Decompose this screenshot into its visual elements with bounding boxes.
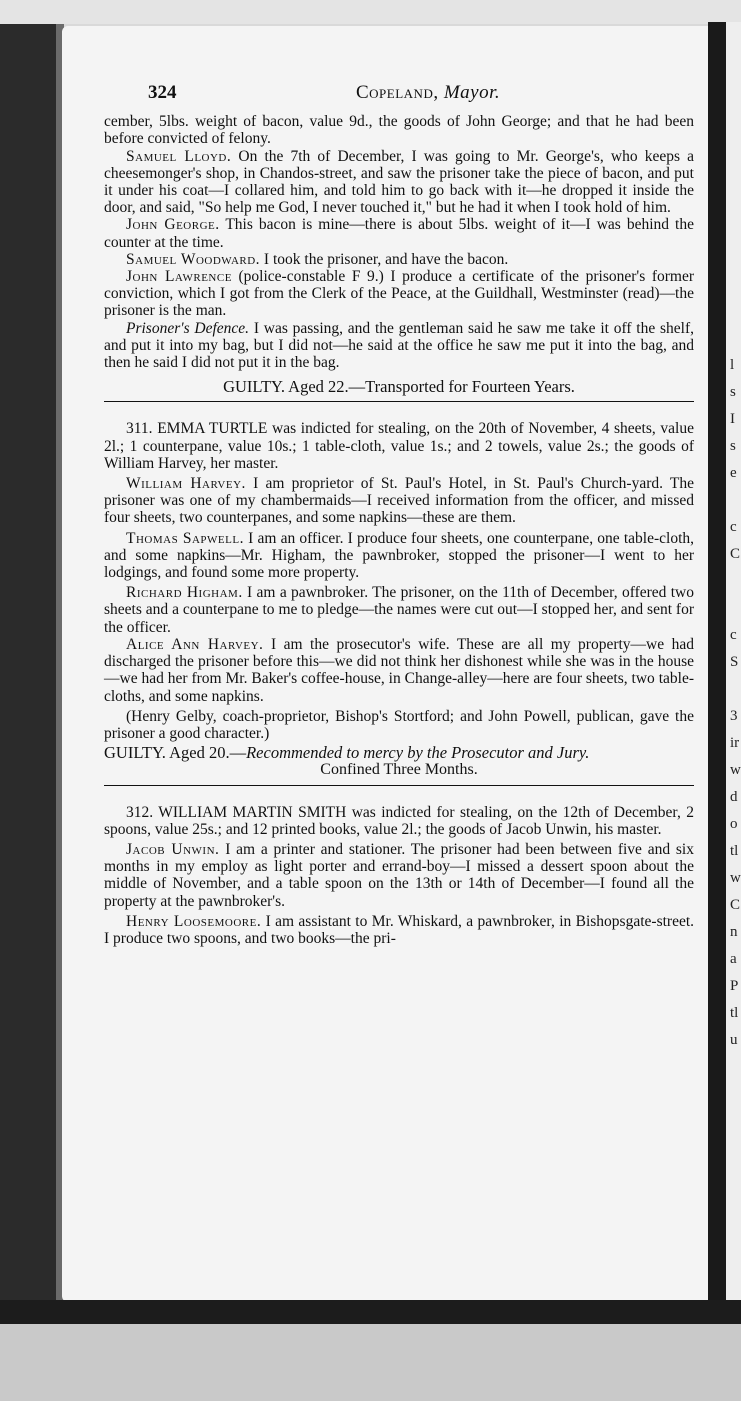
testimony: Samuel Woodward. I took the prisoner, and have the bacon. [126, 250, 509, 268]
facing-page-fragment [730, 568, 741, 595]
facing-page-fragment [730, 595, 741, 622]
facing-page-fragment: l [730, 357, 735, 373]
prisoner-defence: Prisoner's Defence. I was passing, and the gentleman said he saw me take it off the shelf, and put it into my bag, but I did not—he said at the office he saw me put it into the bag, and then he said I did not put it in the bag. [104, 319, 694, 372]
case-311-indictment: 311. EMMA TURTLE was indicted for stealing, on the 20th of November, 4 sheets, value 2l.; 1 counterpane, value 10s.; 1 table-cloth, value 1s.; and 2 towels, value 2s.; the goods of William Harvey, her master. [104, 420, 694, 472]
facing-page-fragment: C [730, 897, 741, 913]
facing-page-fragment: w [730, 870, 741, 886]
testimony: Henry Loosemoore. I am assistant to Mr. Whiskard, a pawnbroker, in Bishopsgate-street. I produce two spoons, and two books—the pri- [104, 912, 695, 947]
book-binding-left [0, 24, 64, 1306]
testimony: John Lawrence (police-constable F 9.) I produce a certificate of the prisoner's former conviction, which I got from the Clerk of the Peace, at the Guildhall, Westminster (read)—the prisoner is the man. [104, 268, 695, 320]
facing-page-fragment: 3 [730, 708, 738, 724]
scan-background-top [0, 0, 741, 24]
facing-page-fragment: w [730, 762, 741, 778]
facing-page-fragment: C [730, 546, 741, 562]
testimony: Richard Higham. I am a pawnbroker. The prisoner, on the 11th of December, offered two sheets and a counterpane to me to pledge—the names were cut out—I stopped her, and sent for the officer. [104, 584, 694, 636]
case-prev-opening: cember, 5lbs. weight of bacon, value 9d., the goods of John George; and that he had been before convicted of felony. [104, 113, 694, 148]
scan-background-bottom [0, 1324, 741, 1401]
facing-page-strip [708, 22, 741, 1306]
character-note: (Henry Gelby, coach-proprietor, Bishop's Stortford; and John Powell, publican, gave the prisoner a good character.) [104, 707, 694, 742]
testimony: Thomas Sapwell. I am an officer. I produce four sheets, one counterpane, one table-cloth, and some napkins—Mr. Higham, the pawnbroker, stopped the prisoner—I went to her lodgings, and found some more property. [104, 529, 695, 582]
case-divider [104, 401, 694, 402]
facing-page-fragment: u [730, 1032, 738, 1048]
facing-page-fragment: S [730, 654, 739, 670]
facing-page-fragment [730, 487, 741, 514]
facing-page-fragment: o [730, 816, 738, 832]
testimony: Samuel Lloyd. On the 7th of December, I was going to Mr. George's, who keeps a cheesemonger's shop, in Chandos-street, and saw the prisoner take the piece of bacon, and put it under his coat—I collared him, and told him to go back with it—he dropped it inside the door, and said, "So help me God, I never touched it," but he had it when I took hold of him. [104, 147, 694, 217]
page-text [104, 84, 694, 947]
page-number: 324 [148, 82, 177, 103]
sentence: Confined Three Months. [320, 761, 478, 779]
book-edge-bottom [0, 1300, 741, 1324]
facing-page-fragment: d [730, 789, 738, 805]
facing-page-fragment: tl [730, 843, 739, 859]
facing-page-fragment: a [730, 951, 737, 967]
case-divider [104, 785, 694, 786]
facing-page-fragment: P [730, 978, 739, 994]
page-header [148, 84, 694, 101]
case-312-indictment: 312. WILLIAM MARTIN SMITH was indicted for stealing, on the 12th of December, 2 spoons, value 25s.; and 12 printed books, value 2l.; the goods of Jacob Unwin, his master. [104, 803, 694, 838]
facing-page-fragment: ir [730, 735, 740, 751]
facing-page-letters [730, 352, 741, 1054]
verdict: GUILTY. Aged 20.—Recommended to mercy by the Prosecutor and Jury. [104, 743, 590, 763]
facing-page-fragment: n [730, 924, 738, 940]
facing-page-fragment: e [730, 465, 737, 481]
facing-page-fragment [730, 676, 741, 703]
facing-page-fragment: c [730, 519, 737, 535]
running-head: Copeland, Mayor. [356, 82, 501, 103]
testimony: William Harvey. I am proprietor of St. Paul's Hotel, in St. Paul's Church-yard. The prisoner was one of my chambermaids—I received information from the officer, and missed four sheets, two counterpanes, and some napkins—these are them. [104, 475, 694, 527]
verdict: GUILTY. Aged 22.—Transported for Fourteen Years. [223, 377, 575, 397]
facing-page-fragment: c [730, 627, 737, 643]
facing-page-fragment: tl [730, 1005, 739, 1021]
testimony: Jacob Unwin. I am a printer and stationer. The prisoner had been between five and six months in my employ as light porter and errand-boy—I missed a dessert spoon about the middle of November, and a table spoon on the 13th or 14th of December—I found all the property at the pawnbroker's. [104, 840, 694, 910]
testimony: John George. This bacon is mine—there is about 5lbs. weight of it—I was behind the counter at the time. [104, 216, 694, 251]
facing-page-fragment: s [730, 384, 736, 400]
testimony: Alice Ann Harvey. I am the prosecutor's wife. These are all my property—we had discharged the prisoner before this—we did not think her dishonest while she was in the house—we had her from Mr. Baker's coffee-house, in Change-alley—here are four sheets, two table-cloths, and some napkins. [104, 635, 695, 705]
facing-page-fragment: s [730, 438, 736, 454]
facing-page-fragment: I [730, 411, 735, 427]
